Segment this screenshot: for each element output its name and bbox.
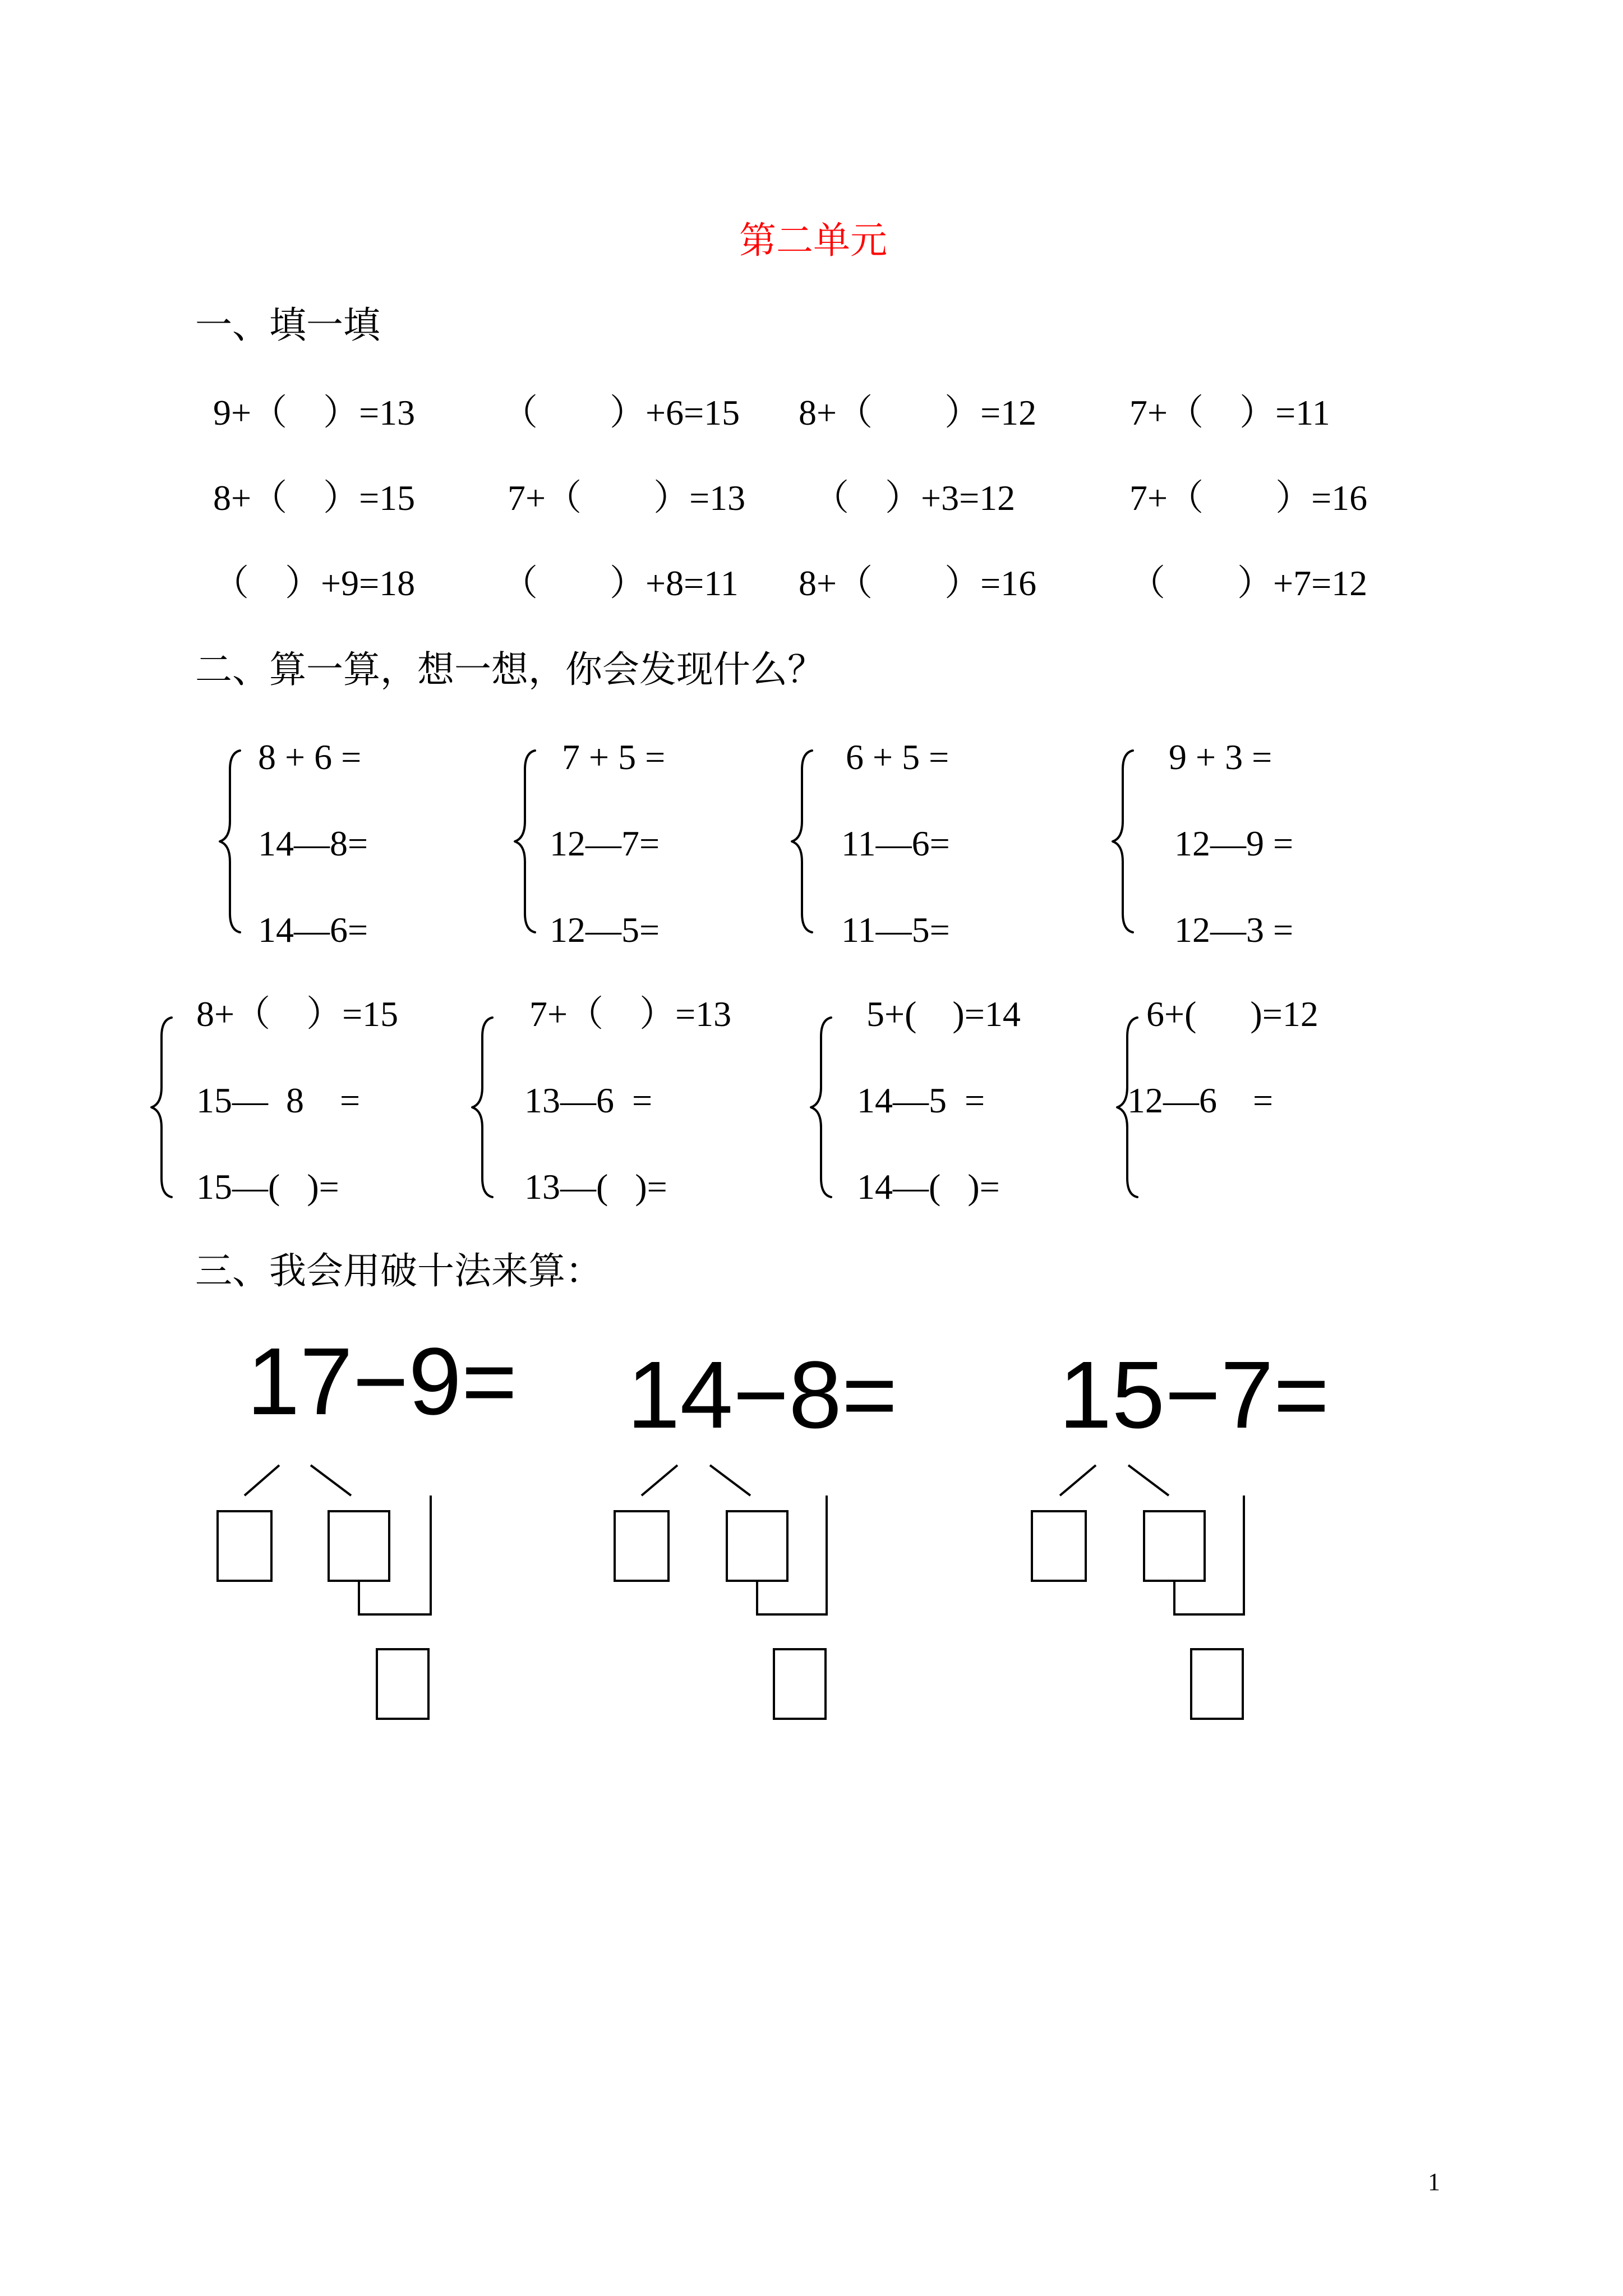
split-line xyxy=(311,1465,351,1496)
section-2-heading: 二、算一算，想一想，你会发现什么？ xyxy=(195,650,824,691)
break-ten-diagram-3 xyxy=(1032,1465,1244,1719)
compute-equation: 8+（ ）=15 xyxy=(196,994,399,1034)
left-brace xyxy=(220,751,240,932)
page-number: 1 xyxy=(1428,2168,1440,2196)
compute-equation: 6+( )=12 xyxy=(1146,994,1318,1034)
answer-box xyxy=(727,1511,787,1581)
left-brace xyxy=(811,1018,831,1197)
left-brace xyxy=(1117,1018,1137,1197)
answer-box xyxy=(329,1511,389,1581)
compute-equation: 7 + 5 = xyxy=(562,737,666,777)
split-line xyxy=(245,1465,279,1496)
fill-equation: （ ）+7=12 xyxy=(1129,563,1368,603)
left-brace xyxy=(792,751,812,932)
compute-equation: 14—5 = xyxy=(857,1080,985,1120)
left-brace xyxy=(472,1018,492,1197)
compute-equation: 13—( )= xyxy=(524,1167,667,1207)
answer-box xyxy=(1191,1649,1243,1719)
compute-equation: 14—6= xyxy=(258,910,368,950)
compute-equation: 11—6= xyxy=(841,823,950,863)
answer-box xyxy=(1032,1511,1086,1581)
fill-equation: （ ）+3=12 xyxy=(813,478,1016,518)
compute-equation: 12—3 = xyxy=(1174,910,1294,950)
break-ten-problem: 15−7= xyxy=(1059,1342,1330,1448)
compute-equation: 7+（ ）=13 xyxy=(529,994,732,1034)
compute-equation: 15— 8 = xyxy=(196,1080,361,1120)
answer-box xyxy=(615,1511,668,1581)
break-ten-problem: 17−9= xyxy=(247,1328,518,1435)
answer-box xyxy=(377,1649,428,1719)
fill-equation: （ ）+9=18 xyxy=(213,563,416,603)
fill-equation: （ ）+8=11 xyxy=(502,563,739,603)
answer-box xyxy=(1144,1511,1205,1581)
fill-equation: 7+（ ）=16 xyxy=(1129,478,1368,518)
compute-equation: 5+( )=14 xyxy=(866,994,1021,1034)
split-line xyxy=(642,1465,677,1496)
split-line xyxy=(1128,1465,1169,1496)
split-line xyxy=(1060,1465,1096,1496)
section-1-heading: 一、填一填 xyxy=(195,305,380,346)
compute-equation: 14—( )= xyxy=(857,1167,1000,1207)
break-ten-diagram-1 xyxy=(218,1465,431,1719)
break-ten-diagram-2 xyxy=(615,1465,827,1719)
fill-equation: 8+（ ）=16 xyxy=(799,563,1037,603)
fill-equation: 7+（ ）=13 xyxy=(508,478,746,518)
compute-equation: 15—( )= xyxy=(196,1167,339,1207)
fill-equation: （ ）+6=15 xyxy=(502,393,740,432)
fill-equation: 8+（ ）=12 xyxy=(799,393,1037,432)
answer-box xyxy=(218,1511,271,1581)
compute-equation: 11—5= xyxy=(841,910,950,950)
fill-equation: 9+（ ）=13 xyxy=(213,393,416,432)
page-title: 第二单元 xyxy=(739,220,887,261)
compute-equation: 9 + 3 = xyxy=(1169,737,1272,777)
section-3-heading: 三、我会用破十法来算： xyxy=(195,1251,602,1292)
fill-equation: 8+（ ）=15 xyxy=(213,478,416,518)
split-line xyxy=(710,1465,750,1496)
compute-equation: 13—6 = xyxy=(524,1080,653,1120)
fill-equation: 7+（ ）=11 xyxy=(1129,393,1330,432)
bracket-line xyxy=(1174,1496,1244,1614)
compute-equation: 14—8= xyxy=(258,823,368,863)
bracket-line xyxy=(757,1496,827,1614)
compute-equation: 12—5= xyxy=(550,910,660,950)
compute-equation: 12—9 = xyxy=(1174,823,1294,863)
left-brace xyxy=(515,751,535,932)
compute-equation: 12—7= xyxy=(550,823,660,863)
compute-equation: 8 + 6 = xyxy=(258,737,362,777)
break-ten-problem: 14−8= xyxy=(627,1342,898,1448)
bracket-line xyxy=(359,1496,431,1614)
left-brace xyxy=(1113,751,1133,932)
answer-box xyxy=(774,1649,826,1719)
compute-equation: 6 + 5 = xyxy=(846,737,949,777)
left-brace xyxy=(151,1018,172,1197)
compute-equation: 12—6 = xyxy=(1127,1080,1274,1120)
